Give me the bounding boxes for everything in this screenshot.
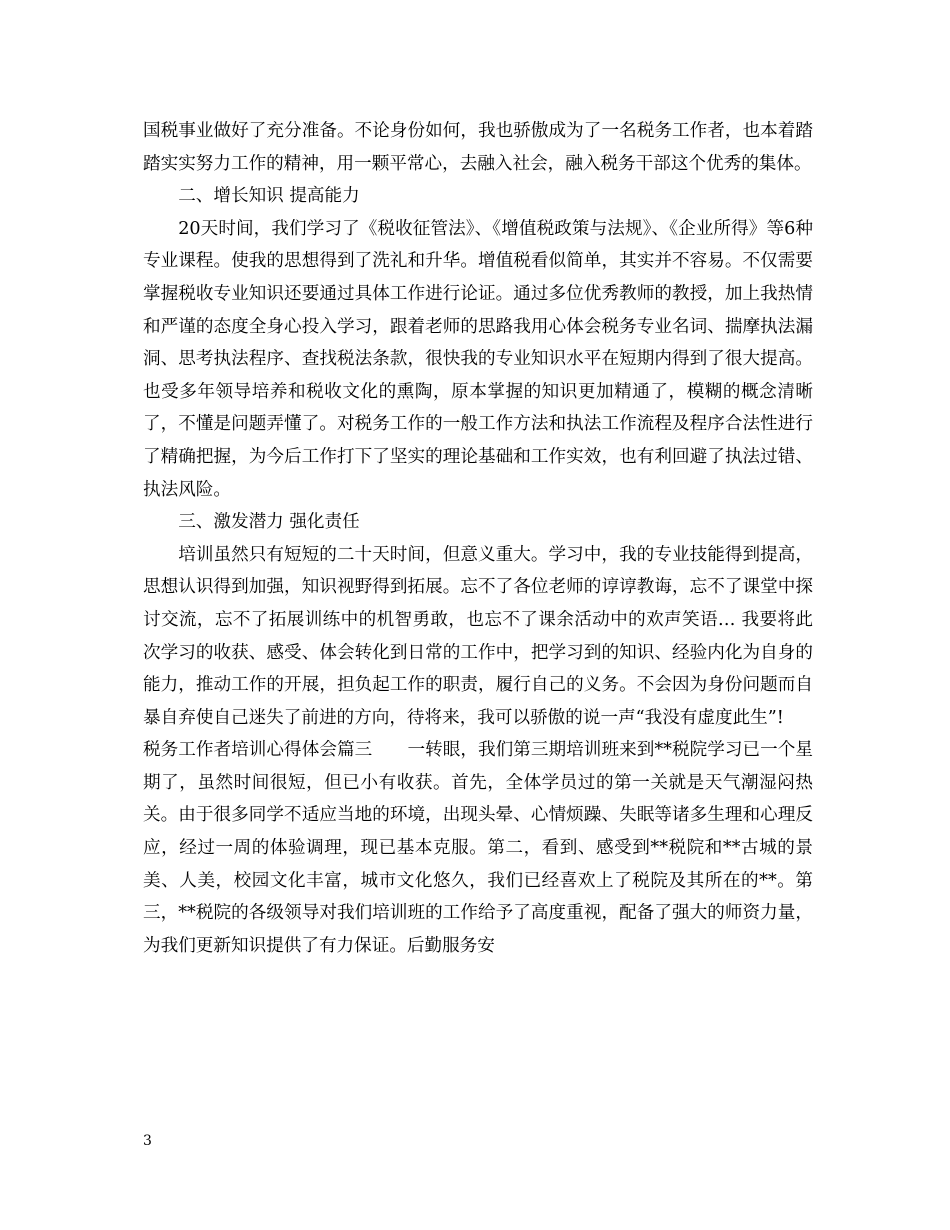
paragraph-knowledge: 20天时间，我们学习了《税收征管法》、《增值税政策与法规》、《企业所得》等6种专业课程。使我的思想得到了洗礼和升华。增值税看似简单，其实并不容易。不仅需要掌握税收专业知识还要通过具体工作进行论证。通过多位优秀教师的教授，加上我热情和严谨的态度全身心投入学习，跟着老师的思路我用心体会税务专业名词、揣摩执法漏洞、思考执法程序、查找税法条款，很快我的专业知识水平在短期内得到了很大提高。也受多年领导培养和税收文化的熏陶，原本掌握的知识更加精通了，模糊的概念清晰了，不懂是问题弄懂了。对税务工作的一般工作方法和执法工作流程及程序合法性进行了精确把握，为今后工作打下了坚实的理论基础和工作实效，也有利回避了执法过错、执法风险。 bbox=[143, 218, 813, 500]
section-heading-two: 二、增长知识 提高能力 bbox=[178, 186, 360, 207]
paragraph-article-three: 税务工作者培训心得体会篇三 一转眼，我们第三期培训班来到**税院学习已一个星期了，虽然时间很短，但已小有收获。首先，全体学员过的第一关就是天气潮湿闷热关。由于很多同学不适应当地的环境，出现头晕、心情烦躁、失眠等诸多生理和心理反应，经过一周的体验调理，现已基本克服。第二，看到、感受到**税院和**古城的景美、人美，校园文化丰富，城市文化悠久，我们已经喜欢上了税院及其所在的**。第三，**税院的各级领导对我们培训班的工作给予了高度重视，配备了强大的师资力量，为我们更新知识提供了有力保证。后勤服务安 bbox=[143, 740, 813, 956]
document-body bbox=[143, 115, 813, 962]
paragraph-continuation: 国税事业做好了充分准备。不论身份如何，我也骄傲成为了一名税务工作者，也本着踏踏实实努力工作的精神，用一颗平常心，去融入社会，融入税务干部这个优秀的集体。 bbox=[143, 121, 813, 174]
paragraph-potential: 培训虽然只有短短的二十天时间，但意义重大。学习中，我的专业技能得到提高，思想认识得到加强，知识视野得到拓展。忘不了各位老师的谆谆教诲，忘不了课堂中探讨交流，忘不了拓展训练中的机智勇敢，也忘不了课余活动中的欢声笑语… 我要将此次学习的收获、感受、体会转化到日常的工作中，把学习到的知识、经验内化为自身的能力，推动工作的开展，担负起工作的职责，履行自己的义务。不会因为身份问题而自暴自弃使自己迷失了前进的方向，待将来，我可以骄傲的说一声“我没有虚度此生”! bbox=[143, 544, 813, 728]
page-number: 3 bbox=[143, 1133, 152, 1149]
section-heading-three: 三、激发潜力 强化责任 bbox=[178, 512, 360, 533]
